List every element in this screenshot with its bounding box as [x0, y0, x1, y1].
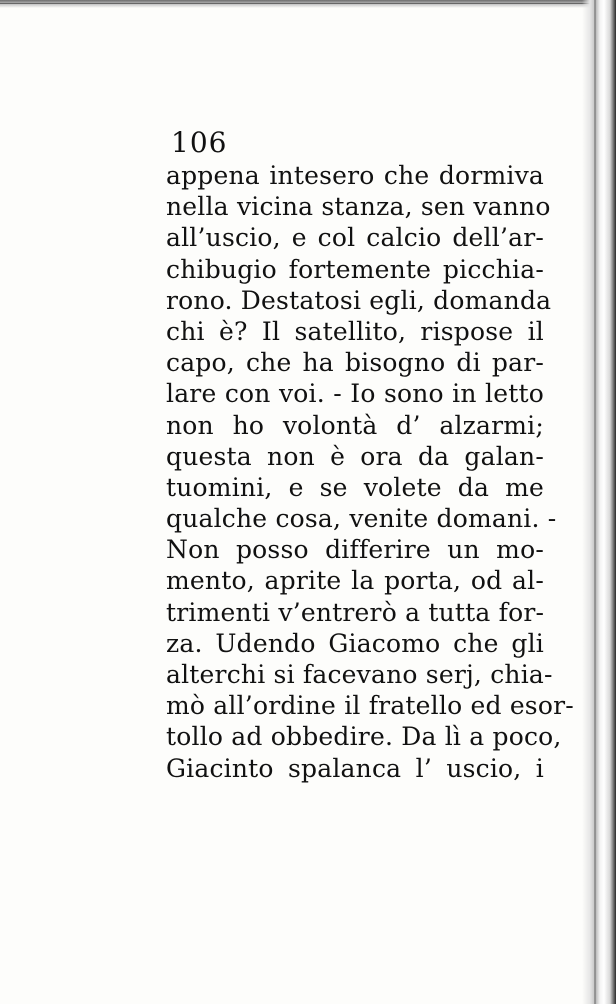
text-line: nella vicina stanza, sen vanno — [166, 192, 551, 222]
text-line: tuomini, e se volete da me — [166, 472, 544, 502]
text-line: Giacinto spalanca l’ uscio, i — [166, 753, 544, 783]
text-line: rono. Destatosi egli, domanda — [166, 285, 552, 315]
text-line: qualche cosa, venite domani. - — [166, 504, 557, 534]
text-line: chi è? Il satellito, rispose il — [166, 316, 544, 346]
text-line: trimenti v’entrerò a tutta for- — [166, 597, 545, 627]
body-text — [166, 160, 574, 784]
text-line: tollo ad obbedire. Da lì a poco, — [166, 722, 562, 752]
text-line: mento, aprite la porta, od al- — [166, 566, 544, 596]
scan-top-edge-line — [0, 3, 600, 4]
text-line: appena intesero che dormiva — [166, 161, 544, 190]
scan-right-edge-line — [594, 0, 596, 1004]
text-line: all’uscio, e col calcio dell’ar- — [166, 223, 544, 253]
text-line: za. Udendo Giacomo che gli — [166, 628, 544, 658]
text-line: alterchi si facevano serj, chia- — [166, 660, 553, 689]
text-line: capo, che ha bisogno di par- — [166, 348, 544, 378]
scan-top-edge — [0, 0, 616, 8]
text-line: non ho volontà d’ alzarmi; — [166, 410, 544, 440]
page-number: 106 — [171, 126, 228, 159]
text-line: Non posso differire un mo- — [166, 535, 544, 565]
text-line: lare con voi. - Io sono in letto — [166, 379, 544, 409]
text-line: chibugio fortemente picchia- — [166, 254, 544, 284]
text-line: questa non è ora da galan- — [166, 441, 544, 471]
scan-right-edge — [582, 0, 616, 1004]
text-line: mò all’ordine il fratello ed esor- — [166, 691, 574, 721]
